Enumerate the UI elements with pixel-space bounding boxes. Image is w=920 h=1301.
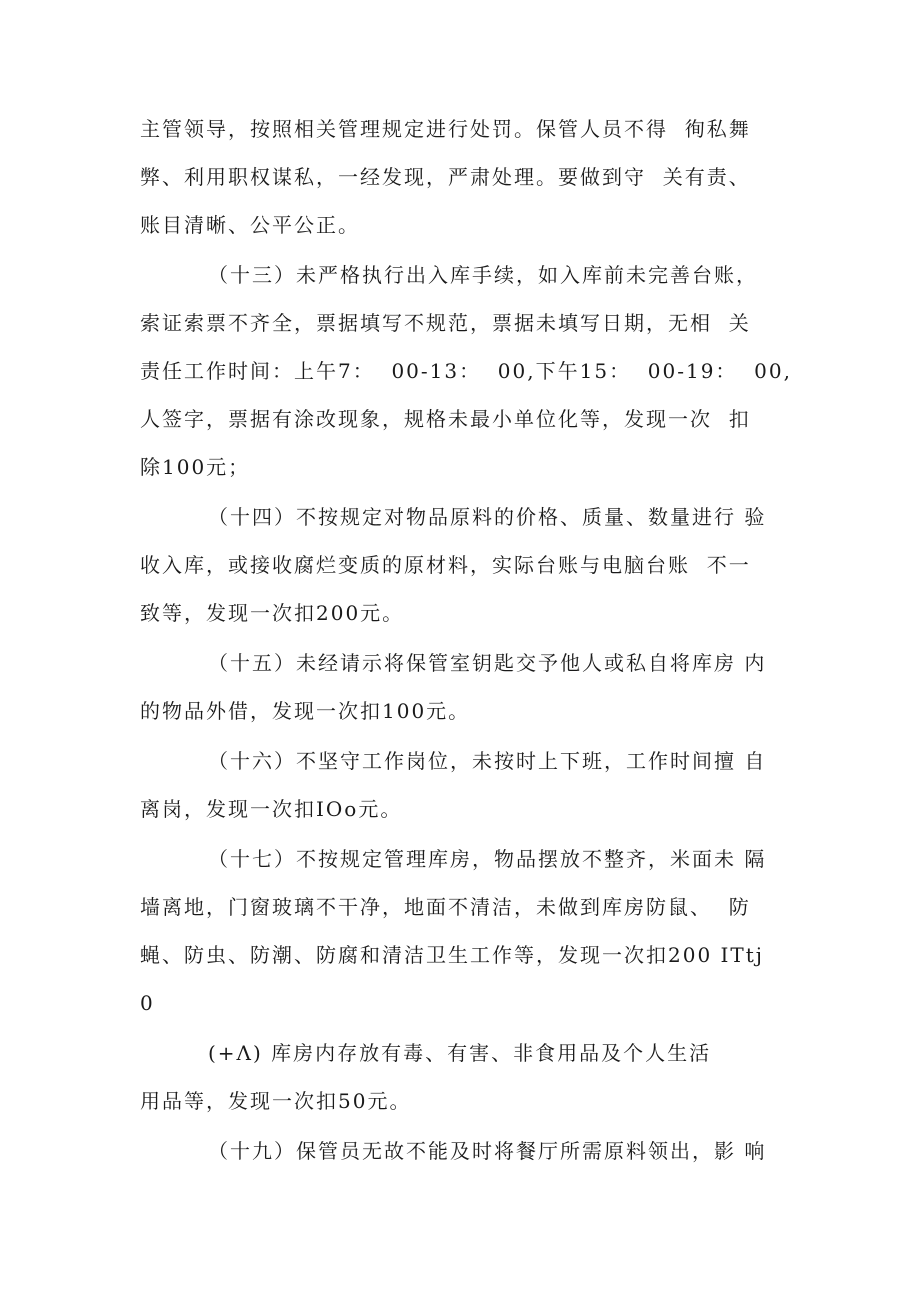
text-line-9: （十四）不按规定对物品原料的价格、质量、数量进行 验 <box>208 505 767 529</box>
text-line-5: 索证索票不齐全，票据填写不规范，票据未填写日期，无相 关 <box>140 311 751 335</box>
text-line-15: 离岗，发现一次扣IOo元。 <box>140 797 403 821</box>
text-line-21: 用品等，发现一次扣50元。 <box>140 1089 412 1113</box>
text-line-14: （十六）不坚守工作岗位，未按时上下班，工作时间擅 自 <box>208 749 767 773</box>
text-line-10: 收入库，或接收腐烂变质的原材料，实际台账与电脑台账 不一 <box>140 553 751 577</box>
text-line-6: 责任工作时间：上午7： 00-13： 00,下午15： 00-19： 00, <box>140 359 792 383</box>
text-line-4: （十三）未严格执行出入库手续，如入库前未完善台账， <box>208 263 758 287</box>
text-line-2: 弊、利用职权谋私，一经发现，严肃处理。要做到守 关有责、 <box>140 165 751 189</box>
text-line-12: （十五）未经请示将保管室钥匙交予他人或私自将库房 内 <box>208 651 767 675</box>
text-line-7: 人签字，票据有涂改现象，规格未最小单位化等，发现一次 扣 <box>140 407 751 431</box>
text-line-20: (+Λ) 库房内存放有毒、有害、非食用品及个人生活 <box>208 1041 712 1065</box>
text-line-3: 账目清晰、公平公正。 <box>140 213 360 237</box>
text-line-8: 除100元； <box>140 455 251 479</box>
text-line-18: 蝇、防虫、防潮、防腐和清洁卫生工作等，发现一次扣200 ITtj <box>140 943 765 967</box>
text-line-11: 致等，发现一次扣200元。 <box>140 601 405 625</box>
text-line-13: 的物品外借，发现一次扣100元。 <box>140 699 471 723</box>
text-line-16: （十七）不按规定管理库房，物品摆放不整齐，米面未 隔 <box>208 847 767 871</box>
text-line-19: 0 <box>140 991 155 1015</box>
text-line-17: 墙离地，门窗玻璃不干净，地面不清洁，未做到库房防鼠、 防 <box>140 895 751 919</box>
text-line-1: 主管领导，按照相关管理规定进行处罚。保管人员不得 徇私舞 <box>140 117 751 141</box>
text-line-22: （十九）保管员无故不能及时将餐厅所需原料领出，影 响 <box>208 1139 767 1163</box>
